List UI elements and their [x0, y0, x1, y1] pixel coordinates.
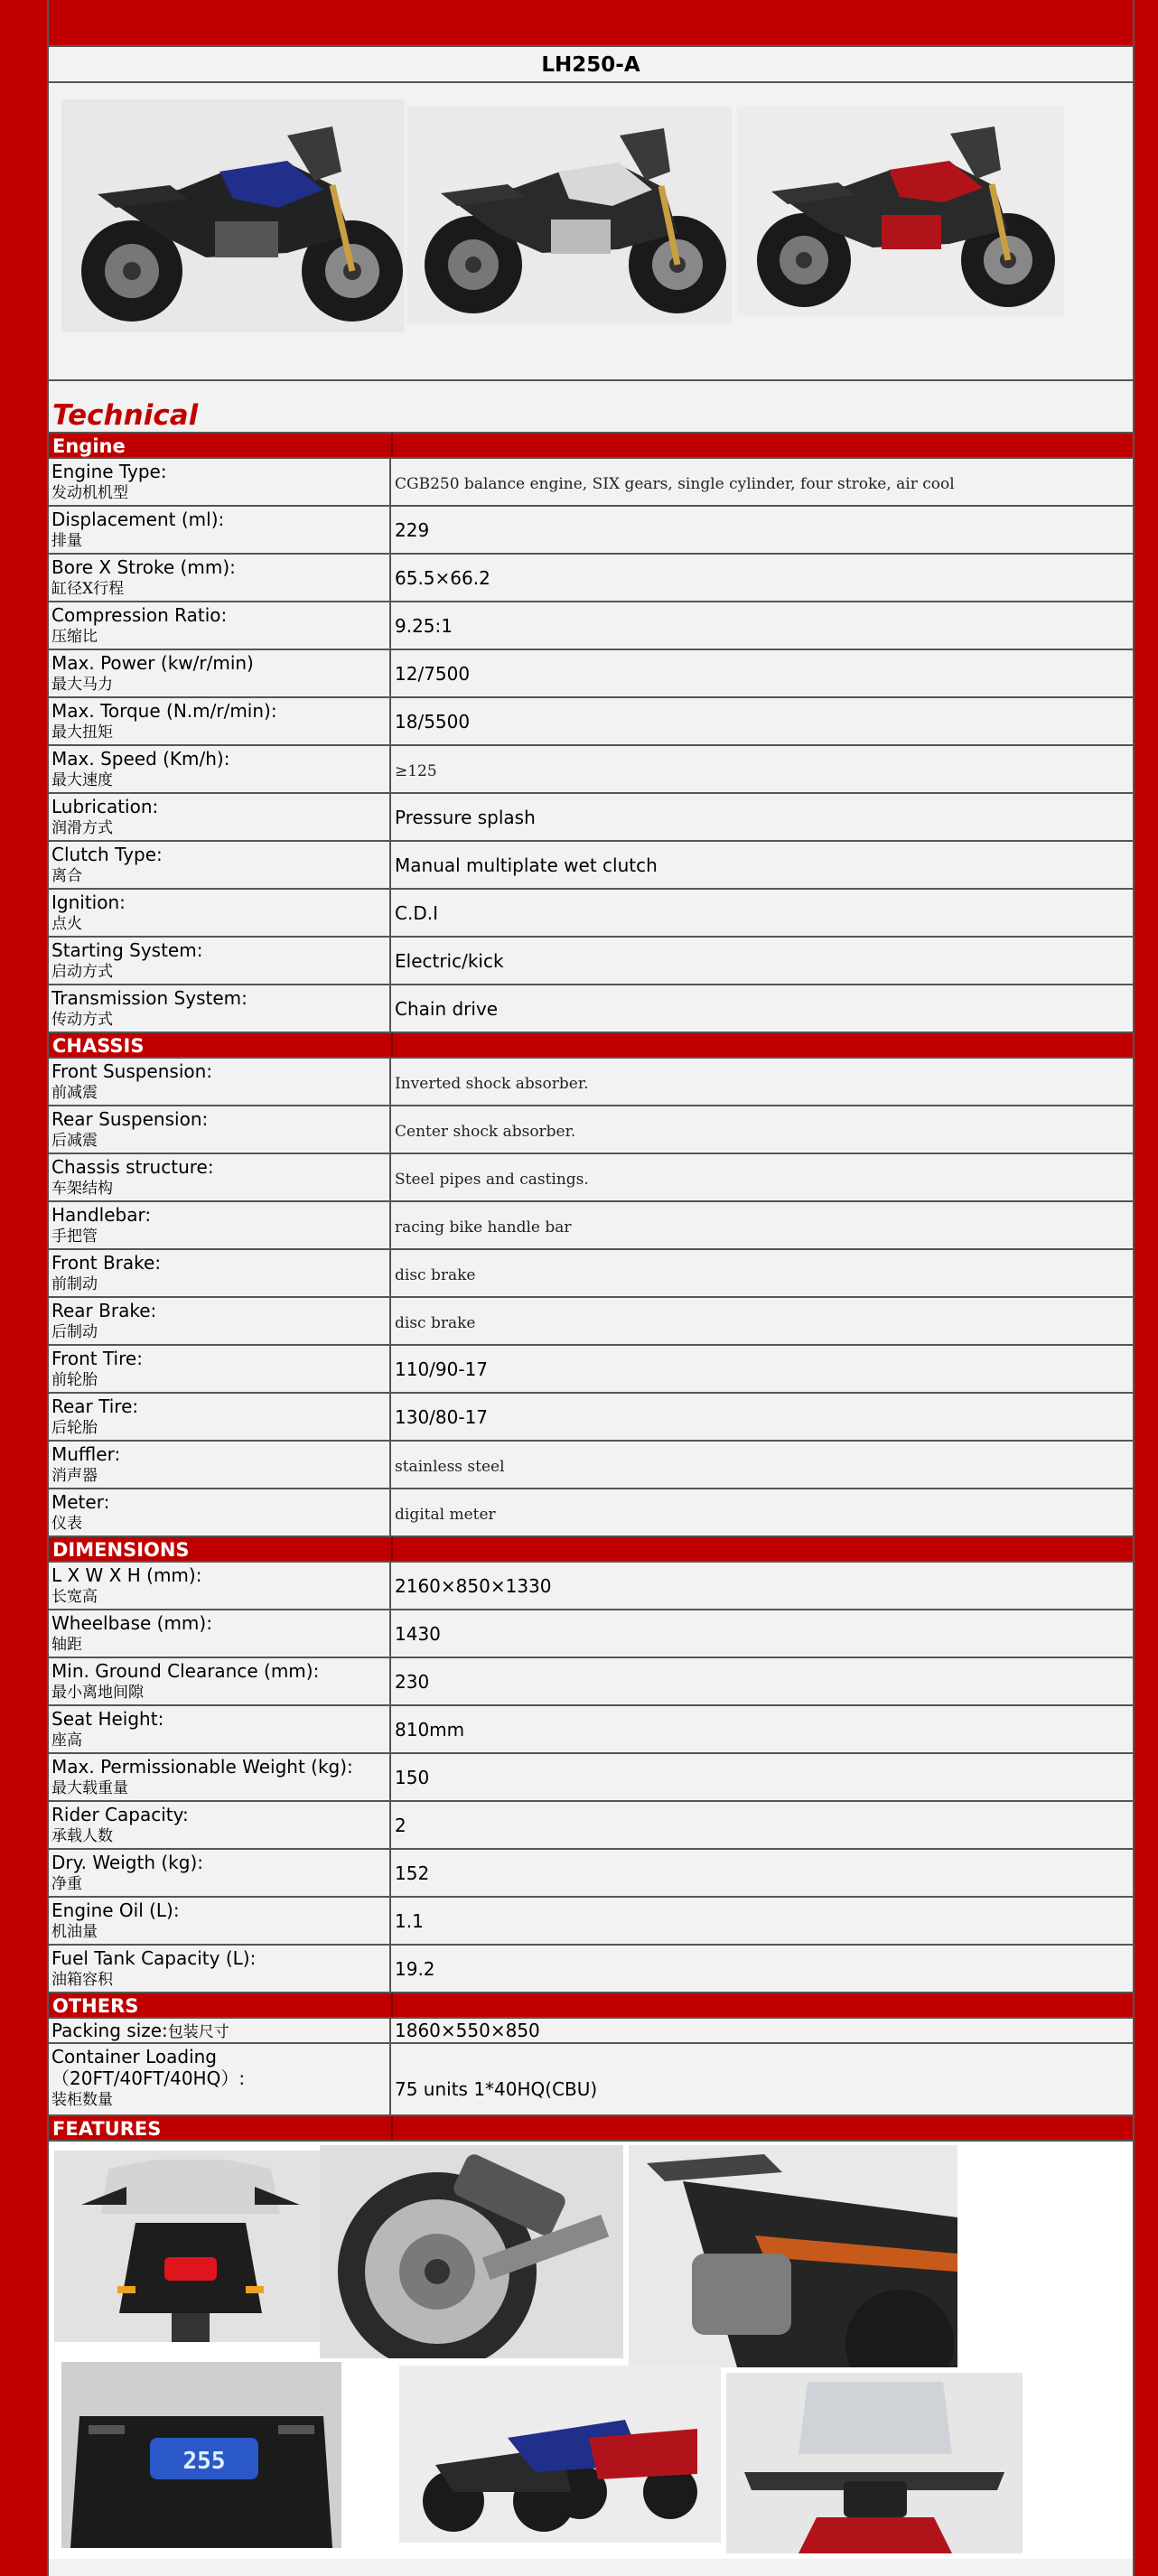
spec-label-cn: 压缩比	[51, 628, 98, 646]
spec-label-en: Rear Brake:	[51, 1300, 157, 1321]
spec-label	[49, 602, 391, 649]
three-motorcycles-image	[399, 2366, 721, 2543]
spec-label	[49, 459, 391, 505]
technical-heading	[49, 381, 1133, 434]
spec-label	[49, 1394, 391, 1440]
spec-label	[49, 1489, 391, 1535]
spec-row	[49, 1610, 1133, 1658]
spec-label-cn: 仪表	[51, 1515, 82, 1533]
spec-label-en: Handlebar:	[51, 1204, 152, 1226]
spec-label-en: Max. Torque (N.m/r/min):	[51, 700, 277, 722]
spec-label-cn: 后轮胎	[51, 1419, 98, 1437]
motorcycle-red-image	[737, 107, 1064, 316]
feature-photo-exhaust-luggage	[629, 2145, 957, 2367]
spec-label	[49, 1202, 391, 1248]
spec-label-cn: 手把管	[51, 1227, 98, 1246]
exhaust-luggage-image	[629, 2145, 957, 2367]
feature-photo-rear-light	[54, 2151, 327, 2342]
feature-photo-three-motorcycles	[399, 2366, 721, 2543]
spec-label-en: Container Loading	[51, 2046, 217, 2067]
spec-label	[49, 507, 391, 553]
spec-label-en: Front Tire:	[51, 1348, 143, 1369]
motorcycle-photo-white	[406, 107, 732, 323]
spec-row	[49, 650, 1133, 698]
section-header-engine: Engine	[49, 434, 1133, 459]
spec-label	[49, 938, 391, 984]
spec-row	[49, 1442, 1133, 1489]
spec-label-en: Muffler:	[51, 1443, 121, 1465]
spec-value: 229	[395, 519, 430, 541]
spec-label	[49, 555, 391, 601]
spec-label	[49, 1610, 391, 1657]
spec-label-cn: 前减震	[51, 1084, 98, 1102]
spec-value: 2160×850×1330	[395, 1575, 552, 1597]
spec-value: 75 units 1*40HQ(CBU)	[395, 2078, 598, 2100]
spec-label	[49, 1442, 391, 1488]
spec-row	[49, 1754, 1133, 1802]
spec-label-cn: 承载人数	[51, 1827, 113, 1845]
feature-photo-dashboard	[61, 2362, 341, 2548]
spec-label	[49, 1802, 391, 1848]
spec-label-cn: 包装尺寸	[167, 2023, 229, 2041]
spec-label-cn: 装柜数量	[51, 2091, 113, 2109]
spec-label-en: Rider Capacity:	[51, 1804, 189, 1825]
feature-photo-windscreen	[726, 2373, 1023, 2553]
features-gallery	[49, 2142, 1133, 2559]
section-header-chassis: CHASSIS	[49, 1033, 1133, 1059]
model-title: LH250-A	[49, 47, 1133, 83]
spec-row-container-loading	[49, 2044, 1133, 2116]
spec-label-en: Chassis structure:	[51, 1156, 214, 1178]
spec-label-cn: 净重	[51, 1875, 82, 1893]
spec-row	[49, 938, 1133, 985]
spec-label-en: Front Suspension:	[51, 1060, 213, 1082]
spec-label	[49, 650, 391, 696]
spec-label-en: Rear Suspension:	[51, 1108, 209, 1130]
spec-label	[49, 1946, 391, 1992]
spec-label-cn: 缸径X行程	[51, 580, 125, 598]
spec-label-en: Dry. Weigth (kg):	[51, 1852, 203, 1873]
spec-label-cn: 后制动	[51, 1323, 98, 1341]
spec-value: 1860×550×850	[395, 2020, 540, 2041]
spec-value: CGB250 balance engine, SIX gears, single cylinder, four stroke, air cool	[395, 475, 955, 493]
spec-label-cn: 机油量	[51, 1923, 98, 1941]
spec-value: 1430	[395, 1623, 441, 1645]
spec-label	[49, 1059, 391, 1105]
spec-value: stainless steel	[395, 1458, 505, 1476]
spec-label	[49, 1346, 391, 1392]
spec-value: Chain drive	[395, 998, 499, 1020]
spec-label-en: Engine Type:	[51, 461, 167, 482]
spec-label-cn: 发动机机型	[51, 484, 128, 502]
spec-value: 150	[395, 1767, 430, 1788]
spec-row	[49, 459, 1133, 507]
spec-row	[49, 1850, 1133, 1898]
spec-value: 110/90-17	[395, 1358, 489, 1380]
spec-value: C.D.I	[395, 902, 438, 924]
feature-photo-brake-disc	[320, 2145, 623, 2358]
spec-value: 130/80-17	[395, 1406, 489, 1428]
spec-value: Inverted shock absorber.	[395, 1075, 589, 1093]
spec-row	[49, 602, 1133, 650]
spec-label-cn: 油箱容积	[51, 1971, 113, 1989]
spec-label-cn: 最大载重量	[51, 1779, 128, 1797]
section-header-dimensions: DIMENSIONS	[49, 1537, 1133, 1563]
digital-dashboard-image	[61, 2362, 341, 2548]
spec-label	[49, 1298, 391, 1344]
section-header-others: OTHERS	[49, 1993, 1133, 2019]
spec-label-en: Engine Oil (L):	[51, 1899, 180, 1921]
spec-row	[49, 1298, 1133, 1346]
spec-value: digital meter	[395, 1506, 496, 1524]
spec-label-en: Fuel Tank Capacity (L):	[51, 1947, 257, 1969]
spec-label-en: Compression Ratio:	[51, 604, 228, 626]
spec-label-cn: 最大马力	[51, 676, 113, 694]
spec-label	[49, 842, 391, 888]
spec-value: racing bike handle bar	[395, 1218, 572, 1237]
rear-light-image	[54, 2151, 327, 2342]
spec-label	[49, 1563, 391, 1609]
spec-row	[49, 1106, 1133, 1154]
motorcycle-blue-image	[61, 99, 405, 332]
motorcycle-white-image	[406, 107, 732, 323]
spec-value: 9.25:1	[395, 615, 453, 637]
brake-disc-image	[320, 2145, 623, 2358]
spec-label-cn: 离合	[51, 867, 82, 885]
spec-row	[49, 1394, 1133, 1442]
windscreen-cockpit-image	[726, 2373, 1023, 2553]
spec-row	[49, 555, 1133, 602]
spec-label-en: Min. Ground Clearance (mm):	[51, 1660, 320, 1682]
spec-label	[49, 1898, 391, 1944]
spec-label	[49, 746, 391, 792]
spec-label-en: Max. Speed (Km/h):	[51, 748, 230, 770]
spec-value: 65.5×66.2	[395, 567, 490, 589]
hero-photo-row	[49, 83, 1133, 381]
spec-label-en: Front Brake:	[51, 1252, 162, 1274]
spec-row	[49, 1706, 1133, 1754]
spec-label	[49, 698, 391, 744]
spec-label-en: Packing size:	[51, 2020, 168, 2041]
spec-label	[49, 1850, 391, 1896]
spec-label-cn: 后减震	[51, 1132, 98, 1150]
spec-value: 1.1	[395, 1910, 424, 1932]
spec-row	[49, 1489, 1133, 1537]
spec-label-cn: 车架结构	[51, 1180, 113, 1198]
spec-sections	[49, 434, 1133, 1993]
spec-value: disc brake	[395, 1266, 476, 1284]
spec-row	[49, 698, 1133, 746]
spec-row	[49, 1802, 1133, 1850]
spec-label	[49, 1706, 391, 1752]
spec-label-cn: 前制动	[51, 1275, 98, 1293]
spec-label-cn: 前轮胎	[51, 1371, 98, 1389]
spec-label-en: Clutch Type:	[51, 844, 163, 865]
spec-label-en: Seat Height:	[51, 1708, 164, 1730]
spec-row	[49, 746, 1133, 794]
spec-row	[49, 1658, 1133, 1706]
spec-value: 152	[395, 1862, 430, 1884]
motorcycle-photo-blue	[61, 99, 405, 332]
spec-value: 12/7500	[395, 663, 471, 685]
spec-label-en: Meter:	[51, 1491, 110, 1513]
spec-row	[49, 1898, 1133, 1946]
motorcycle-photo-red	[737, 107, 1064, 316]
spec-label	[49, 1106, 391, 1153]
spec-row	[49, 1346, 1133, 1394]
spec-label	[49, 1154, 391, 1200]
spec-value: 18/5500	[395, 711, 471, 733]
spec-row	[49, 1154, 1133, 1202]
spec-value: Center shock absorber.	[395, 1123, 576, 1141]
spec-value: Electric/kick	[395, 950, 504, 972]
spec-label-cn: 座高	[51, 1731, 82, 1750]
spec-row	[49, 794, 1133, 842]
spec-label-cn: 点火	[51, 915, 82, 933]
spec-label-cn: 排量	[51, 532, 82, 550]
spec-value: 2	[395, 1815, 406, 1836]
spec-row-packing-size	[49, 2019, 1133, 2044]
spec-label-cn: 最大速度	[51, 771, 113, 789]
spec-label-cn: 最小离地间隙	[51, 1684, 144, 1702]
spec-label-en: Bore X Stroke (mm):	[51, 556, 236, 578]
spec-sheet	[47, 0, 1135, 2576]
spec-label-en: Lubrication:	[51, 796, 159, 817]
spec-label-cn: 最大扭矩	[51, 723, 113, 742]
spec-value: disc brake	[395, 1314, 476, 1332]
spec-label-en: Max. Permissionable Weight (kg):	[51, 1756, 353, 1778]
spec-label-en: L X W X H (mm):	[51, 1564, 202, 1586]
spec-value: Steel pipes and castings.	[395, 1171, 589, 1189]
section-header-features: FEATURES	[49, 2116, 1133, 2142]
spec-row	[49, 1563, 1133, 1610]
spec-label-en: Displacement (ml):	[51, 509, 225, 530]
spec-label-en: Wheelbase (mm):	[51, 1612, 212, 1634]
spec-value: 19.2	[395, 1958, 435, 1980]
spec-row	[49, 1059, 1133, 1106]
spec-label-en: Transmission System:	[51, 987, 247, 1009]
spec-label-cn: 长宽高	[51, 1588, 98, 1606]
spec-row	[49, 985, 1133, 1033]
spec-label-cn: 传动方式	[51, 1011, 113, 1029]
spec-label	[49, 2044, 391, 2114]
spec-label	[49, 985, 391, 1031]
spec-label-en: Ignition:	[51, 891, 126, 913]
spec-value: 810mm	[395, 1719, 465, 1741]
spec-label-en-2: （20FT/40FT/40HQ）:	[51, 2067, 246, 2089]
spec-label-en: Rear Tire:	[51, 1395, 139, 1417]
spec-label	[49, 1754, 391, 1800]
spec-label-cn: 轴距	[51, 1636, 82, 1654]
spec-value: 230	[395, 1671, 430, 1693]
spec-value: ≥125	[395, 762, 437, 780]
spec-label-cn: 启动方式	[51, 963, 113, 981]
spec-row	[49, 1250, 1133, 1298]
spec-row	[49, 890, 1133, 938]
technical-heading-text: Technical	[52, 399, 199, 432]
spec-label-cn: 消声器	[51, 1467, 98, 1485]
spec-label-en: Starting System:	[51, 939, 203, 961]
spec-label-cn: 润滑方式	[51, 819, 113, 837]
spec-label-en: Max. Power (kw/r/min)	[51, 652, 254, 674]
spec-label	[49, 1658, 391, 1704]
spec-label	[49, 2019, 391, 2042]
top-red-band	[49, 0, 1133, 47]
spec-row	[49, 842, 1133, 890]
spec-row	[49, 1202, 1133, 1250]
spec-label	[49, 794, 391, 840]
spec-row	[49, 1946, 1133, 1993]
spec-row	[49, 507, 1133, 555]
spec-label	[49, 1250, 391, 1296]
spec-label	[49, 890, 391, 936]
dash-readout: 255	[182, 2448, 226, 2475]
spec-value: Pressure splash	[395, 807, 536, 828]
spec-value: Manual multiplate wet clutch	[395, 854, 658, 876]
